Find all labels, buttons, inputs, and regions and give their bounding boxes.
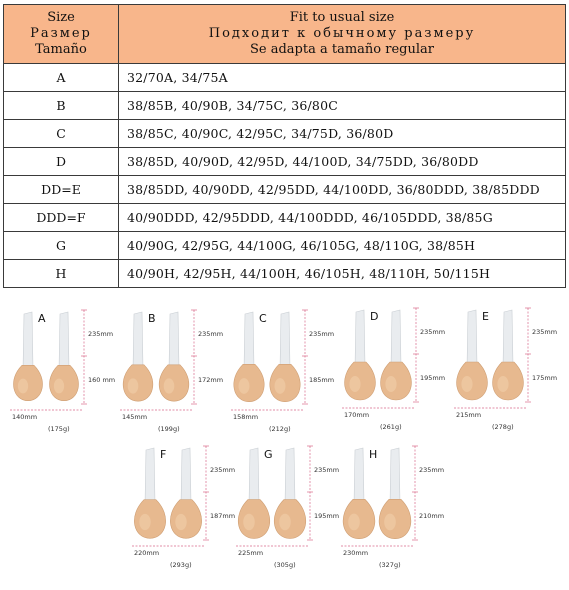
strap-length-label: 235mm <box>532 328 558 336</box>
form-width-label: 215mm <box>456 411 482 419</box>
fit-cell: 40/90G, 42/95G, 44/100G, 46/105G, 48/110G, 38/85H <box>119 232 566 260</box>
form-width-label: 170mm <box>344 411 370 419</box>
form-weight-label: (293g) <box>170 561 192 569</box>
table-row <box>4 92 566 120</box>
size-letter-label: F <box>160 448 167 461</box>
size-letter-label: H <box>369 448 378 461</box>
size-header-ru: Размер <box>30 26 92 41</box>
fit-header-ru: Подходит к обычному размеру <box>208 26 476 41</box>
form-weight-label: (305g) <box>274 561 296 569</box>
form-weight-label: (327g) <box>379 561 401 569</box>
breast-form-c <box>225 306 335 436</box>
breast-form-d <box>336 304 446 434</box>
form-height-label: 175mm <box>532 374 558 382</box>
fit-header-cell <box>119 5 566 64</box>
size-letter-label: E <box>482 310 489 323</box>
fit-cell: 38/85C, 40/90C, 42/95C, 34/75D, 36/80D <box>119 120 566 148</box>
strap-length-label: 235mm <box>88 330 114 338</box>
strap-length-label: 235mm <box>420 328 446 336</box>
form-height-label: 210mm <box>419 512 445 520</box>
form-height-label: 187mm <box>210 512 236 520</box>
form-weight-label: (175g) <box>48 425 70 433</box>
size-cell: DDD=F <box>4 204 119 232</box>
size-cell: C <box>4 120 119 148</box>
table-row <box>4 120 566 148</box>
form-weight-label: (199g) <box>158 425 180 433</box>
table-row <box>4 204 566 232</box>
breast-form-h <box>335 442 445 572</box>
breast-form-e <box>448 304 558 434</box>
form-height-label: 160 mm <box>88 376 116 384</box>
size-header-es: Tamaño <box>35 42 87 57</box>
strap-length-label: 235mm <box>210 466 236 474</box>
size-cell: G <box>4 232 119 260</box>
breast-form-f <box>126 442 236 572</box>
breast-form-b <box>114 306 224 436</box>
fit-header-en: Fit to usual size <box>289 10 395 25</box>
form-width-label: 145mm <box>122 413 148 421</box>
form-height-label: 195mm <box>314 512 340 520</box>
size-letter-label: B <box>148 312 156 325</box>
strap-length-label: 235mm <box>309 330 335 338</box>
form-width-label: 140mm <box>12 413 38 421</box>
form-weight-label: (261g) <box>380 423 402 431</box>
size-cell: H <box>4 260 119 288</box>
form-weight-label: (278g) <box>492 423 514 431</box>
form-width-label: 230mm <box>343 549 369 557</box>
size-letter-label: A <box>38 312 46 325</box>
size-cell: D <box>4 148 119 176</box>
fit-cell: 40/90H, 42/95H, 44/100H, 46/105H, 48/110H, 50/115H <box>119 260 566 288</box>
breast-form-a <box>4 306 114 436</box>
form-width-label: 220mm <box>134 549 160 557</box>
form-height-label: 172mm <box>198 376 224 384</box>
breast-form-g <box>230 442 340 572</box>
size-cell: A <box>4 64 119 92</box>
size-letter-label: C <box>259 312 267 325</box>
size-cell: B <box>4 92 119 120</box>
fit-cell: 38/85DD, 40/90DD, 42/95DD, 44/100DD, 36/80DDD, 38/85DDD <box>119 176 566 204</box>
table-row <box>4 176 566 204</box>
fit-header-es: Se adapta a tamaño regular <box>250 42 434 57</box>
table-row <box>4 260 566 288</box>
fit-cell: 38/85D, 40/90D, 42/95D, 44/100D, 34/75DD, 36/80DD <box>119 148 566 176</box>
fit-cell: 38/85B, 40/90B, 34/75C, 36/80C <box>119 92 566 120</box>
strap-length-label: 235mm <box>314 466 340 474</box>
form-height-label: 185mm <box>309 376 335 384</box>
size-letter-label: D <box>370 310 379 323</box>
breast-form-illustrations <box>0 300 569 590</box>
size-cell: DD=E <box>4 176 119 204</box>
table-row <box>4 64 566 92</box>
form-width-label: 158mm <box>233 413 259 421</box>
table-row <box>4 232 566 260</box>
size-header-en: Size <box>47 10 75 25</box>
size-chart-table <box>3 4 566 288</box>
form-width-label: 225mm <box>238 549 264 557</box>
size-letter-label: G <box>264 448 273 461</box>
table-header-row <box>4 5 566 64</box>
fit-cell: 40/90DDD, 42/95DDD, 44/100DDD, 46/105DDD, 38/85G <box>119 204 566 232</box>
size-header-cell <box>4 5 119 64</box>
table-row <box>4 148 566 176</box>
strap-length-label: 235mm <box>419 466 445 474</box>
strap-length-label: 235mm <box>198 330 224 338</box>
form-weight-label: (212g) <box>269 425 291 433</box>
form-height-label: 195mm <box>420 374 446 382</box>
fit-cell: 32/70A, 34/75A <box>119 64 566 92</box>
